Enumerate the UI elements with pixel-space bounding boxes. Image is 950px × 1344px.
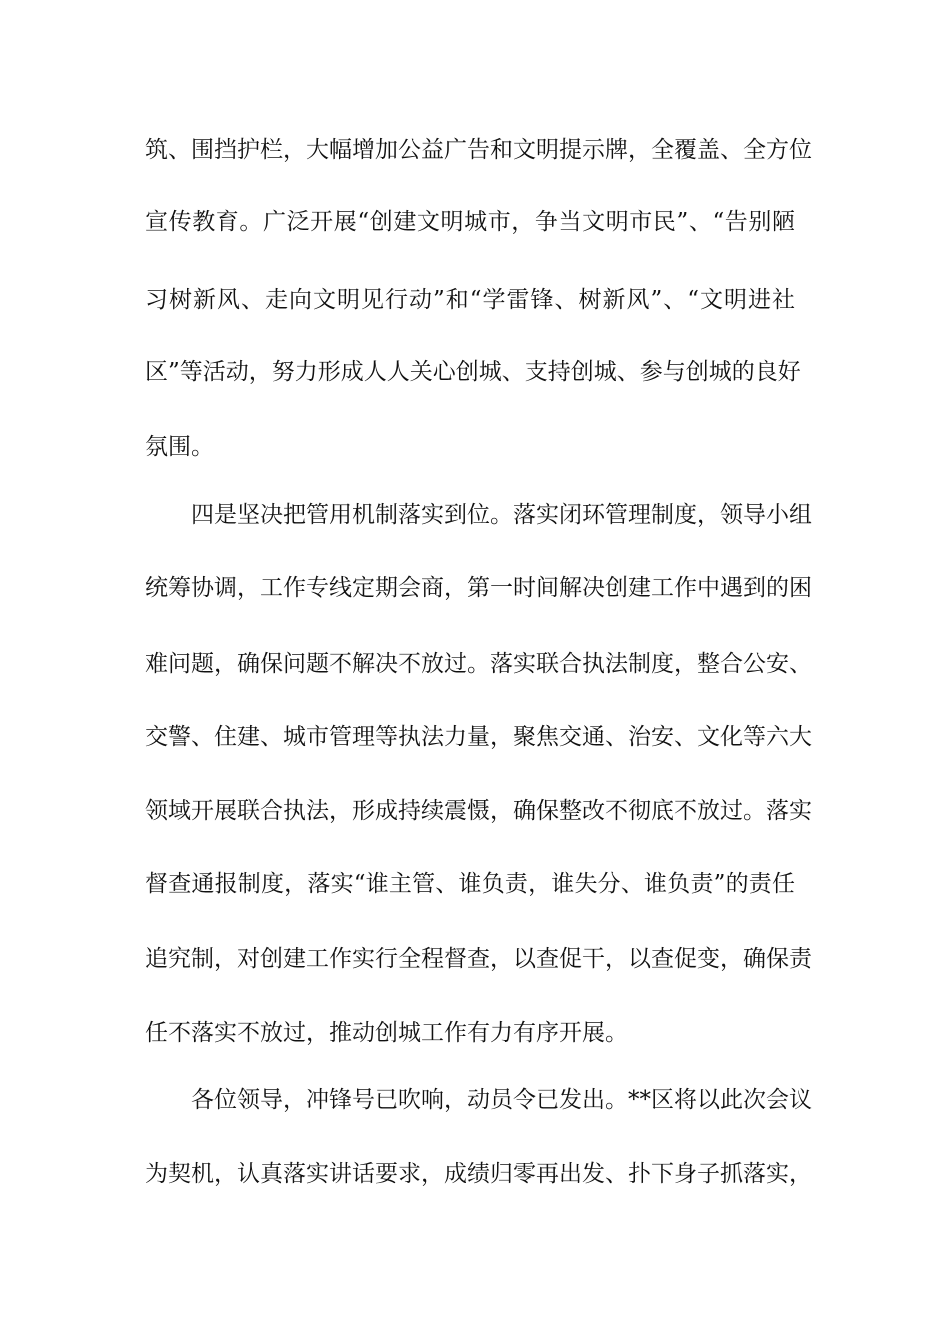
text-line: 难问题，确保问题不解决不放过。落实联合执法制度，整合公安、 [145, 651, 812, 677]
text-line: 督查通报制度，落实“谁主管、谁负责，谁失分、谁负责”的责任 [145, 871, 795, 897]
text-line: 为契机，认真落实讲话要求，成绩归零再出发、扑下身子抓落实， [145, 1161, 812, 1187]
text-line: 筑、围挡护栏，大幅增加公益广告和文明提示牌，全覆盖、全方位 [145, 137, 812, 163]
text-line: 统筹协调，工作专线定期会商，第一时间解决创建工作中遇到的困 [145, 575, 812, 601]
text-line: 习树新风、走向文明见行动”和“学雷锋、树新风”、“文明进社 [145, 287, 795, 313]
text-line: 任不落实不放过，推动创城工作有力有序开展。 [145, 1020, 628, 1046]
text-line: 区”等活动，努力形成人人关心创城、支持创城、参与创城的良好 [145, 359, 801, 385]
text-line: 氛围。 [145, 434, 214, 460]
text-line: 领域开展联合执法，形成持续震慑，确保整改不彻底不放过。落实 [145, 798, 812, 824]
text-line: 各位领导，冲锋号已吹响，动员令已发出。**区将以此次会议 [145, 1087, 812, 1113]
text-line: 交警、住建、城市管理等执法力量，聚焦交通、治安、文化等六大 [145, 724, 812, 750]
text-line: 四是坚决把管用机制落实到位。落实闭环管理制度，领导小组 [145, 502, 812, 528]
text-line: 追究制，对创建工作实行全程督查，以查促干，以查促变，确保责 [145, 946, 812, 972]
text-line: 宣传教育。广泛开展“创建文明城市，争当文明市民”、“告别陋 [145, 209, 795, 235]
